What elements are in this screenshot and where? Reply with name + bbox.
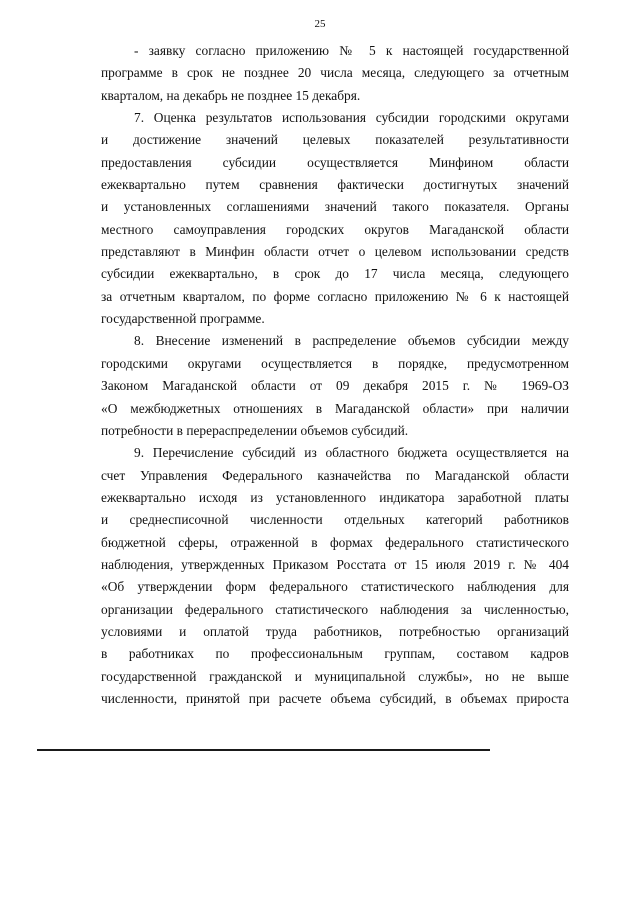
footer-separator-line <box>37 749 490 751</box>
text-line: программе в срок не позднее 20 числа месяца, следующего за отчетным <box>101 65 569 81</box>
text-line: счет Управления Федерального казначейства по Магаданской области <box>101 467 569 483</box>
text-line: потребности в перераспределении объемов субсидий. <box>101 422 409 438</box>
text-line: - заявку согласно приложению № 5 к настоящей государственной <box>134 43 569 58</box>
text-line: государственной гражданской и муниципальной службы», но не выше <box>101 668 569 684</box>
text-line: в работниках по профессиональным группам, составом кадров <box>101 646 569 662</box>
text-line: бюджетной сферы, отраженной в формах федерального статистического <box>101 534 569 550</box>
text-line: и среднесписочной численности отдельных категорий работников <box>101 512 569 528</box>
text-line: «О межбюджетных отношениях в Магаданской области» при наличии <box>101 400 569 416</box>
text-line: за отчетным кварталом, по форме согласно приложению № 6 к настоящей <box>101 288 569 304</box>
text-line: наблюдения, утвержденных Приказом Росстата от 15 июля 2019 г. № 404 <box>101 556 569 572</box>
text-line: численности, принятой при расчете объема субсидий, в объемах прироста <box>101 690 569 706</box>
text-line: 9. Перечисление субсидий из областного бюджета осуществляется на <box>134 445 569 461</box>
text-line: Законом Магаданской области от 09 декабря 2015 г. № 1969-ОЗ <box>101 378 569 394</box>
text-line: городскими округами осуществляется в порядке, предусмотренном <box>101 355 569 371</box>
text-line: ежеквартально путем сравнения фактически достигнутых значений <box>101 177 569 193</box>
text-line: предоставления субсидии осуществляется Минфином области <box>101 154 569 170</box>
page-number: 25 <box>314 18 326 30</box>
text-line: местного самоуправления городских округов Магаданской области <box>101 221 569 237</box>
text-line: субсидии ежеквартально, в срок до 17 числа месяца, следующего <box>101 266 569 282</box>
text-line: организации федерального статистического наблюдения за численностью, <box>101 601 569 617</box>
text-line: кварталом, на декабрь не позднее 15 декабря. <box>101 87 361 103</box>
text-line: «Об утверждении форм федерального статистического наблюдения для <box>101 579 569 595</box>
document-body <box>101 40 569 710</box>
text-line: условиями и оплатой труда работников, потребностью организаций <box>101 623 569 639</box>
text-line: государственной программе. <box>101 311 265 327</box>
text-line: 8. Внесение изменений в распределение объемов субсидии между <box>134 333 569 349</box>
text-line: ежеквартально исходя из установленного индикатора заработной платы <box>101 489 569 505</box>
text-line: и достижение значений целевых показателей результативности <box>101 132 569 148</box>
text-line: 7. Оценка результатов использования субсидии городскими округами <box>134 110 569 126</box>
text-line: представляют в Минфин области отчет о целевом использовании средств <box>101 244 569 260</box>
text-line: и установленных соглашениями значений такого показателя. Органы <box>101 199 569 215</box>
